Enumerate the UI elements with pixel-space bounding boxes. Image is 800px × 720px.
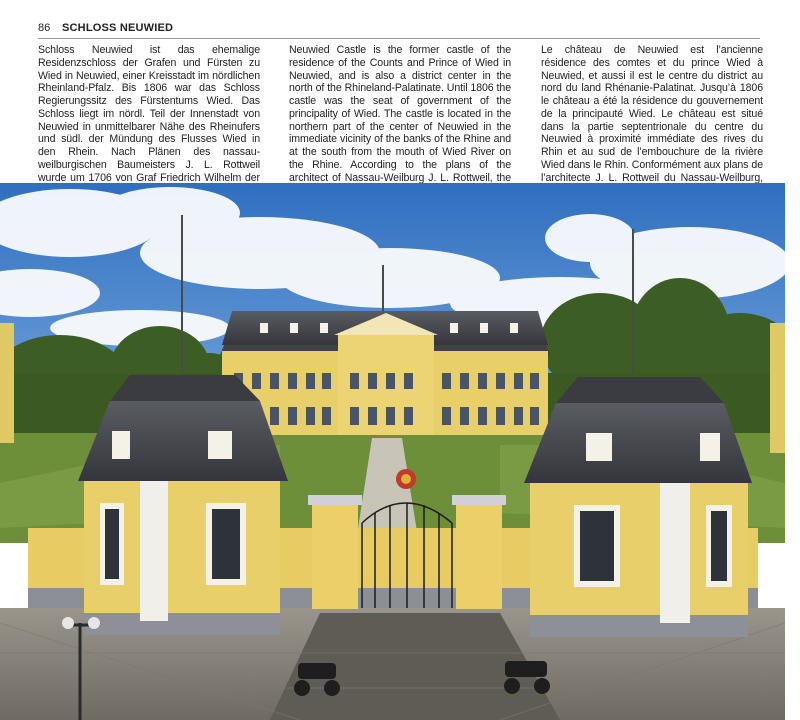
castle-photograph [0, 183, 785, 720]
header-rule [38, 38, 760, 39]
iron-gate [362, 503, 452, 608]
page-number: 86 [38, 22, 51, 34]
french-text-column: Le château de Neuwied est l’ancienne résidence des comtes et du prince Wied à Neuwied, et aussi il est le centre du district au nord du land Rhénanie-Palatinat. Jusqu’à 1806 le château a été la résidence du gouvernement de la principauté Wied. Le château est situé dans la partie septentrionale du centre du Neuwied à proximité immédiate des rives du Rhin et au sud de l’embouchure de la rivière Wied dans le Rhin. Conformément aux plans de l’architecte J. L. Rottweil du Nassau-Weilburg, [541, 44, 763, 184]
left-pavilion [78, 375, 288, 635]
right-pavilion [524, 377, 752, 637]
german-text-column: Schloss Neuwied ist das ehemalige Residenzschloss der Grafen und Fürsten zu Wied in Neuwied, einer Kreisstadt im nördlichen Rheinland-Pfalz. Bis 1806 war das Schloss Regierungssitz des Fürstentums Wied. Das Schloss liegt im nördl. Teil der Innenstadt von Neuwied in unmittelbarer Nähe des Rheinufers und südl. der Mündung des Flusses Wied in den Rhein. Nach Plänen des nassau-weilburgischen Baumeisters J. L. Rottweil wurde um 1706 von Graf Friedrich Wilhelm der [38, 44, 260, 184]
english-text-column: Neuwied Castle is the former castle of the residence of the Counts and Prince of Wied in Neuwied, and is also a district center in the north of the Rhineland-Palatinate. Until 1806 the castle was the seat of government of the principality of Wied. The castle is located in the northern part of the center of Neuwied in the immediate vicinity of the banks of the Rhine and at the south from the mouth of Wied River on the Rhine. According to the plans of the architect of Nassau-Weilburg J. L. Rottweil, the [289, 44, 511, 184]
palace [220, 311, 550, 435]
running-title: SCHLOSS NEUWIED [62, 22, 174, 34]
